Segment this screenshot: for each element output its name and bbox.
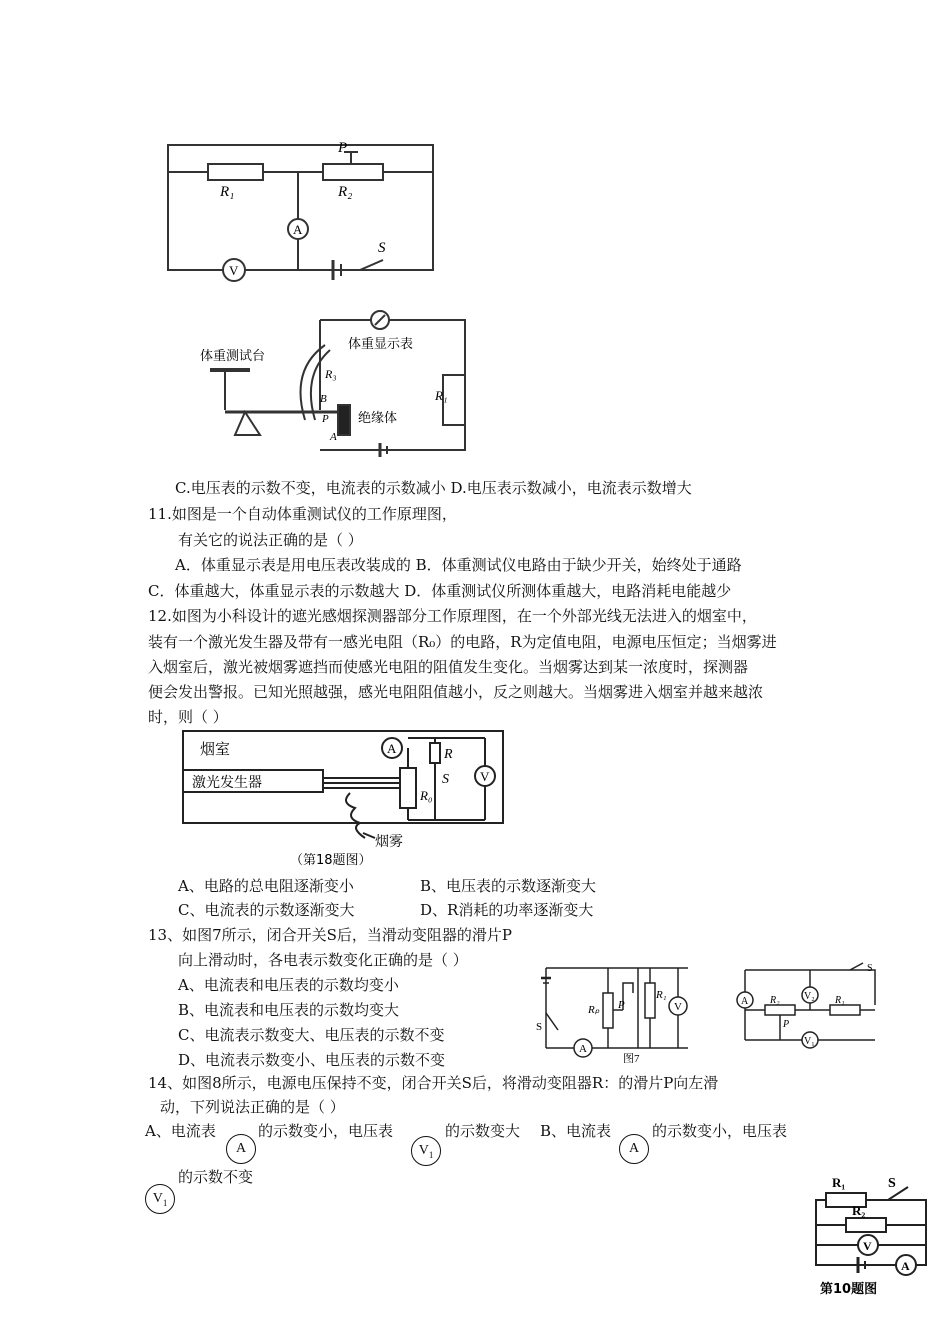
weight-tester-figure (150, 300, 470, 465)
smoke-fig-voltmeter-label: V (480, 769, 490, 784)
fig8-v2-label: V₂ (804, 991, 815, 1002)
fig7-rp-label: Rₚ (588, 1004, 600, 1016)
q13-stem-line2: 向上滑动时，各电表示数变化正确的是（ ） (178, 951, 468, 969)
fig10-r2-label: R₂ (852, 1203, 866, 1218)
fig8-p-label: P (783, 1019, 790, 1030)
q12-option-c: C、电流表的示数逐渐变大 (178, 901, 355, 919)
fig8-r2-label: R₂ (770, 995, 780, 1006)
fig10-voltmeter-label: V (863, 1239, 872, 1253)
q12-option-a: A、电路的总电阻逐渐变小 (178, 877, 354, 895)
fig2-p-label: P (322, 413, 329, 425)
q13-option-c: C、电流表示数变大、电压表的示数不变 (178, 1026, 445, 1044)
fig2-insulator-label: 绝缘体 (358, 410, 398, 425)
fig10-ammeter-label: A (901, 1259, 910, 1273)
figure-8-circuit (735, 955, 895, 1060)
q13-option-a: A、电流表和电压表的示数均变小 (178, 976, 399, 994)
fig2-platform-label: 体重测试台 (200, 348, 266, 363)
q11-stem-line2: 有关它的说法正确的是（ ） (178, 531, 363, 549)
q12-stem-line1: 12.如图为小科设计的遮光感烟探测器部分工作原理图，在一个外部光线无法进入的烟室中， (148, 607, 757, 625)
q12-stem-line5: 时，则（ ） (148, 708, 228, 726)
voltmeter-v1-symbol-b: $V_1$ (145, 1184, 175, 1214)
circuit-figure-1 (148, 140, 438, 290)
fig1-p-label: P (338, 140, 348, 156)
q12-option-d: D、R消耗的功率逐渐变大 (420, 901, 594, 919)
fig1-switch-label: S (378, 240, 386, 256)
fig7-caption: 图7 (623, 1053, 640, 1063)
smoke-fig-s-label: S (442, 772, 449, 787)
fig2-b-label: B (320, 393, 327, 405)
fig7-voltmeter-label: V (674, 1001, 682, 1013)
q13-stem-line1: 13、如图7所示，闭合开关S后，当滑动变阻器的滑片P (148, 926, 513, 944)
q10-options-cd: C.电压表的示数不变，电流表的示数减小 D.电压表示数减小，电流表示数增大 (175, 479, 692, 497)
smoke-fig-r-label: R (444, 747, 453, 762)
fig1-r1-label: R₁ (220, 184, 235, 200)
q13-option-b: B、电流表和电压表的示数均变大 (178, 1001, 400, 1019)
fig1-r2-label: R₂ (338, 184, 353, 200)
smoke-label: 烟雾 (375, 834, 403, 850)
fig2-display-label: 体重显示表 (348, 336, 414, 351)
q14-stem-line1: 14、如图8所示，电源电压保持不变，闭合开关S后，将滑动变阻器R：的滑片P向左滑 (148, 1074, 719, 1092)
fig2-a-label: A (330, 431, 337, 443)
q14-option-a-part3: 的示数变大 (445, 1122, 521, 1140)
q14-stem-line2: 动，下列说法正确的是（ ） (160, 1098, 345, 1116)
q11-stem-line1: 11.如图是一个自动体重测试仪的工作原理图， (148, 505, 457, 523)
fig8-switch-label: S (867, 963, 873, 974)
laser-generator-label: 激光发生器 (192, 775, 262, 791)
q14-option-a-part2: 的示数变小，电压表 (258, 1122, 394, 1140)
fig8-ammeter-label: A (741, 996, 749, 1007)
fig7-r1-label: R₁ (656, 989, 667, 1001)
fig8-r1-label: R₁ (835, 995, 845, 1006)
fig2-r3-label: R₃ (325, 367, 337, 381)
fig2-r1-label: R₁ (435, 388, 448, 403)
smoke-fig-r0-label: R₀ (420, 788, 433, 803)
fig10-s-label: S (888, 1176, 896, 1191)
voltmeter-v1-symbol: $V_1$ (411, 1136, 441, 1166)
smoke-room-label: 烟室 (200, 740, 231, 758)
q12-stem-line4: 便会发出警报。已知光照越强，感光电阻阻值越小，反之则越大。当烟雾进入烟室并越来越浓 (148, 683, 764, 701)
figure-18-caption: （第18题图） (290, 853, 372, 868)
q12-option-b: B、电压表的示数逐渐变大 (420, 877, 597, 895)
ammeter-symbol-b: A (619, 1134, 649, 1164)
smoke-detector-figure (180, 728, 510, 868)
fig1-voltmeter-label: V (229, 263, 239, 278)
fig1-ammeter-label: A (293, 222, 303, 237)
q14-option-a-part1: A、电流表 (145, 1122, 216, 1140)
fig10-r1-label: R₁ (832, 1175, 846, 1190)
fig10-caption: 第10题图 (820, 1282, 878, 1297)
q12-stem-line3: 入烟室后，激光被烟雾遮挡而使感光电阻的阻值发生变化。当烟雾达到某一浓度时，探测器 (148, 658, 749, 676)
q12-stem-line2: 装有一个激光发生器及带有一感光电阻（R₀）的电路，R为定值电阻，电源电压恒定；当烟雾进 (148, 633, 777, 651)
fig8-v1-label: V₁ (804, 1036, 815, 1047)
fig7-ammeter-label: A (579, 1043, 587, 1055)
q11-options-cd: C．体重越大，体重显示表的示数越大 D．体重测试仪所测体重越大，电路消耗电能越少 (148, 582, 732, 600)
q14-option-b-part1: B、电流表 (540, 1122, 612, 1140)
q13-option-d: D、电流表示数变小、电压表的示数不变 (178, 1051, 446, 1069)
q11-options-ab: A．体重显示表是用电压表改装成的 B．体重测试仪电路由于缺少开关，始终处于通路 (175, 556, 742, 574)
fig7-p-label: P (618, 999, 625, 1011)
fig7-switch-label: S (536, 1021, 543, 1033)
q14-option-b-part2: 的示数变小，电压表 (652, 1122, 788, 1140)
smoke-fig-ammeter-label: A (387, 741, 397, 756)
figure-7-circuit (528, 958, 698, 1063)
figure-10-circuit (808, 1165, 933, 1300)
ammeter-symbol: A (226, 1134, 256, 1164)
q14-option-b-part3: 的示数不变 (178, 1168, 254, 1186)
